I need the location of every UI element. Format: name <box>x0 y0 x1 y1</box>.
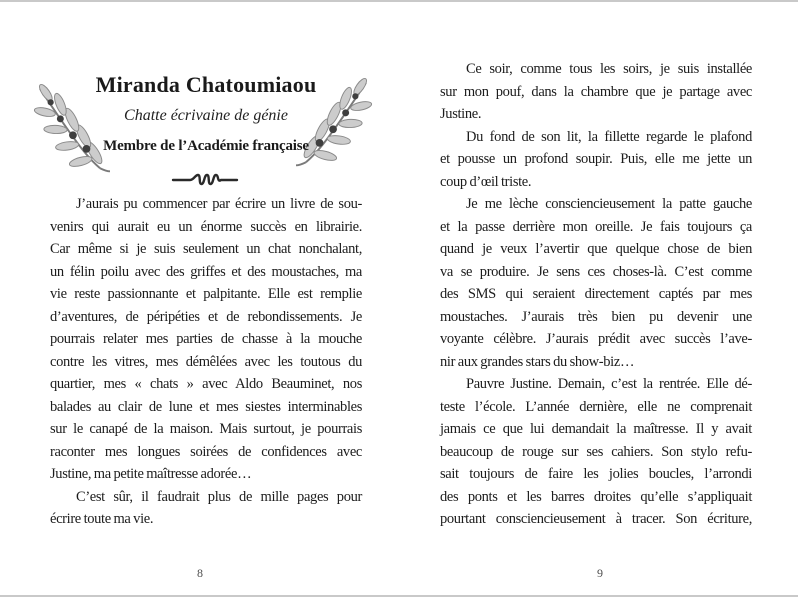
text-line: sait toujours de faire les jolies boucles, l’arrondi <box>440 466 752 482</box>
text-line: quand je veux l’avertir que quelque chose de bien <box>440 241 752 257</box>
text-line: Justine. <box>440 106 482 122</box>
text-line: pourrais relater mes parties de chasse à la mouche <box>50 331 362 347</box>
text-line: teste l’école. L’année dernière, elle ne comprenait <box>440 398 752 415</box>
text-line: des SMS qui seraient directement captés par mes <box>440 286 752 302</box>
text-line: et pousse un profond soupir. Puis, elle me jette un <box>440 151 752 167</box>
text-line: Je me lèche consciencieusement la patte gauche <box>466 196 752 212</box>
text-line: des ponts et les barres droites qu’elle s’appliquait <box>440 488 752 505</box>
text-line: sur mon pouf, dans la chambre que je partage avec <box>440 83 752 100</box>
text-line: Du fond de son lit, la fillette regarde le plafond <box>466 128 752 145</box>
text-line: coup d’œil triste. <box>440 173 532 190</box>
paragraph <box>440 193 752 373</box>
paragraph <box>50 193 362 486</box>
text-line: un félin poilu avec des griffes et des moustaches, ma <box>50 263 362 280</box>
text-line: écrire toute ma vie. <box>50 511 154 527</box>
text-line: d’aventures, de péripéties et de rebondissements. Je <box>50 308 362 325</box>
text-line: venirs qui aurait eu un énorme succès en librairie. <box>50 218 362 235</box>
text-line: raconter mes longues soirées de confidences avec <box>50 443 362 460</box>
text-line: Car même si je suis seulement un chat nonchalant, <box>50 241 362 257</box>
page-number-right: 9 <box>597 566 603 580</box>
left-page-text <box>50 193 362 531</box>
text-line: jamais ce que lui demandait la maîtresse. Il y avait <box>440 421 752 437</box>
page-subtitle: Chatte écrivaine de génie <box>124 107 288 124</box>
text-line: voyante célèbre. J’aurais prédit avec succès l’ave- <box>440 331 752 347</box>
page-title: Miranda Chatoumiaou <box>95 72 317 97</box>
paragraph <box>440 373 752 531</box>
text-line: balades au clair de lune et mes siestes interminables <box>50 398 362 415</box>
text-line: Ce soir, comme tous les soirs, je suis installée <box>466 61 752 77</box>
page-affiliation: Membre de l’Académie française <box>103 138 309 154</box>
text-line: beaucoup de rouge sur ses cahiers. Son stylo refu- <box>440 443 752 460</box>
text-line: quartier, mes « chats » avec Aldo Beauminet, nos <box>50 376 362 392</box>
page-number-left: 8 <box>197 566 203 580</box>
text-line: vie reste passionnante et palpitante. Elle est remplie <box>50 286 362 302</box>
text-line: nir aux grandes stars du show-biz… <box>440 353 635 370</box>
text-line: Justine, ma petite maîtresse adorée… <box>50 466 252 482</box>
text-line: va se produire. Je sens ces choses-là. C’est comme <box>440 263 752 280</box>
text-line: moustaches. J’aurais très bien pu devenir une <box>440 308 752 325</box>
chapter-header <box>50 72 362 155</box>
text-line: et la passe derrière mon oreille. Je fais toujours ça <box>440 218 752 235</box>
paragraph <box>440 58 752 126</box>
top-edge-line <box>0 0 798 2</box>
text-line: pourtant consciencieusement à tracer. Son écriture, <box>440 511 752 527</box>
right-page-text <box>440 58 752 531</box>
text-line: C’est sûr, il faudrait plus de mille pages pour <box>76 488 362 505</box>
paragraph <box>440 126 752 194</box>
bottom-edge-line <box>0 595 798 597</box>
text-line: Pauvre Justine. Demain, c’est la rentrée. Elle dé- <box>466 376 752 392</box>
text-line: sur le canapé de la maison. Mais surtout, je pourrais <box>50 421 362 437</box>
rope-squiggle-icon <box>171 171 239 189</box>
paragraph <box>50 486 362 531</box>
text-line: contre les vitres, mes démêlées avec les toutous du <box>50 353 362 370</box>
text-line: J’aurais pu commencer par écrire un livre de sou- <box>76 196 362 212</box>
